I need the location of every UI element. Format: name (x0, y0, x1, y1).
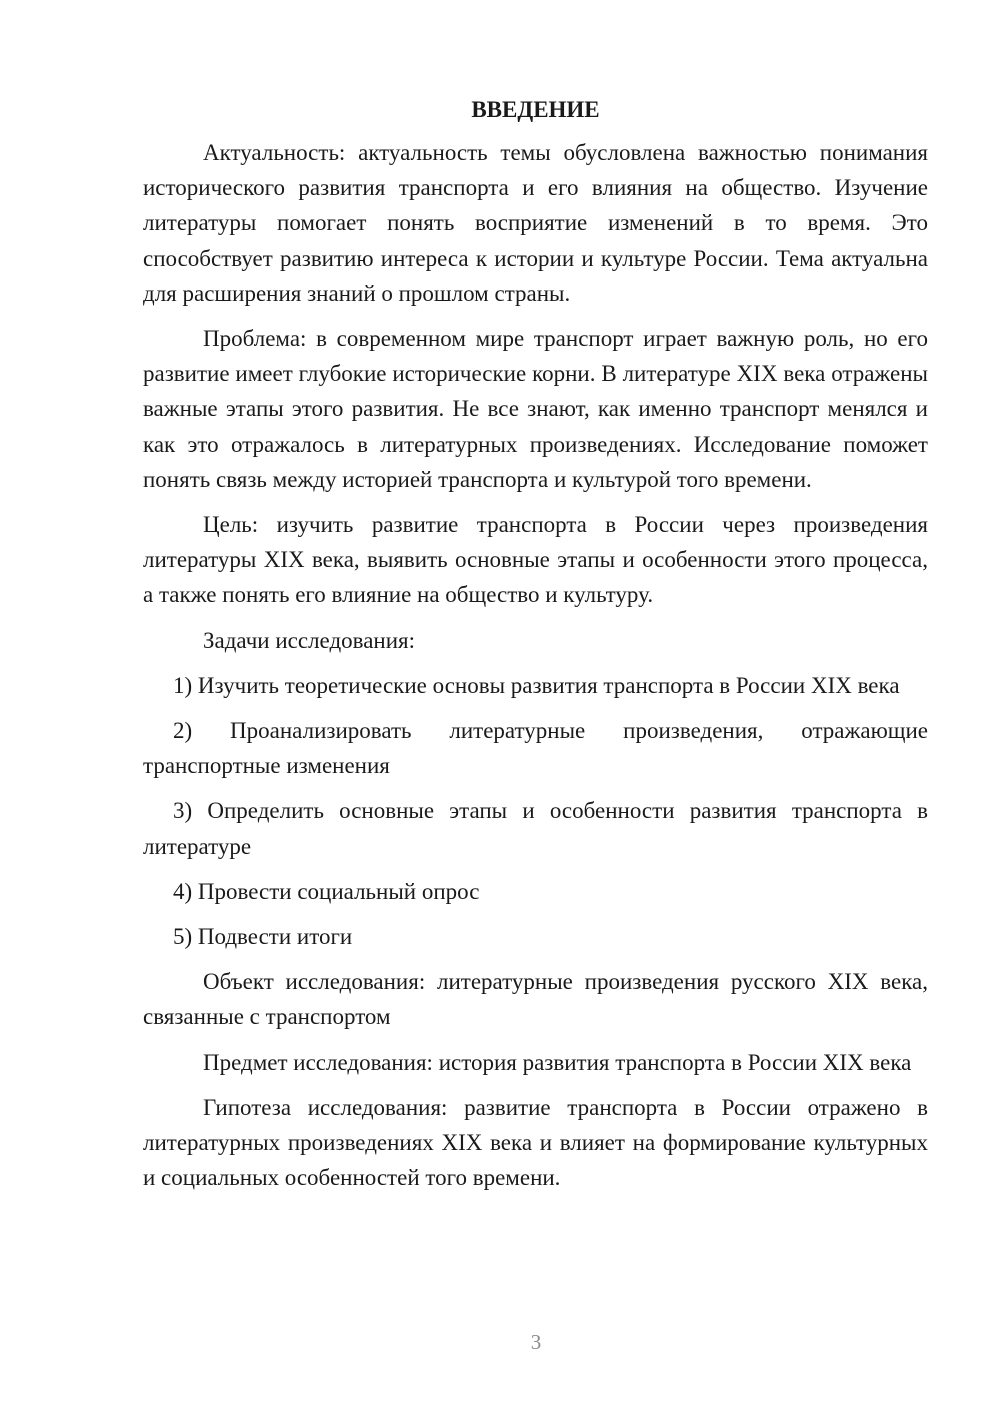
task-item-4: 4) Провести социальный опрос (173, 878, 480, 904)
paragraph-subject: Предмет исследования: история развития транспорта в России XIX века (203, 1049, 912, 1075)
document-page (143, 92, 928, 1195)
paragraph-object: Объект исследования: литературные произведения русского XIX века, связанные с транспортом (143, 969, 928, 1030)
task-item-5: 5) Подвести итоги (173, 924, 353, 950)
tasks-heading: Задачи исследования: (203, 627, 416, 653)
page-title: ВВЕДЕНИЕ (471, 97, 600, 122)
page-number: 3 (530, 1330, 542, 1354)
paragraph-problem: Проблема: в современном мире транспорт играет важную роль, но его развитие имеет глубокие исторические корни. В литературе XIX века отражены важные этапы этого развития. Не все знают, как именно транспорт менялся и как это отражалось в литературных произведениях. Исследование поможет понять связь между историей транспорта и культурой того времени. (143, 326, 928, 492)
task-item-3: 3) Определить основные этапы и особенности развития транспорта в литературе (143, 798, 928, 859)
task-item-2: 2) Проанализировать литературные произведения, отражающие транспортные изменения (143, 718, 928, 779)
paragraph-goal: Цель: изучить развитие транспорта в России через произведения литературы XIX века, выявить основные этапы и особенности этого процесса, а также понять его влияние на общество и культуру. (143, 512, 928, 608)
task-item-1: 1) Изучить теоретические основы развития транспорта в России XIX века (173, 672, 900, 698)
paragraph-relevance: Актуальность: актуальность темы обусловлена важностью понимания исторического развития транспорта и его влияния на общество. Изучение литературы помогает понять восприятие изменений в то время. Это способствует развитию интереса к истории и культуре России. Тема актуальна для расширения знаний о прошлом страны. (143, 140, 928, 306)
paragraph-hypothesis: Гипотеза исследования: развитие транспорта в России отражено в литературных произведениях XIX века и влияет на формирование культурных и социальных особенностей того времени. (143, 1094, 928, 1191)
